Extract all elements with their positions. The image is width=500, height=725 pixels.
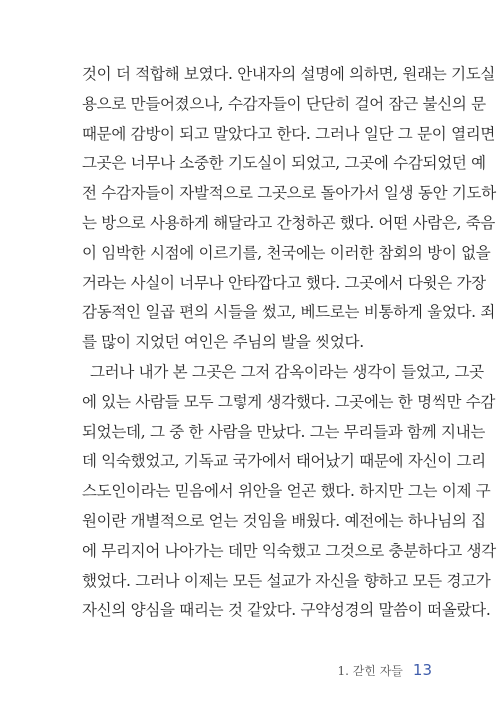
text-line: 전 수감자들이 자발적으로 그곳으로 돌아가서 일생 동안 기도하: [82, 184, 496, 203]
body-text: [82, 60, 496, 626]
text-line: 데 익숙했었고, 기독교 국가에서 태어났기 때문에 자신이 그리: [82, 452, 486, 471]
text-line: 되었는데, 그 중 한 사람을 만났다. 그는 무리들과 함께 지내는: [82, 422, 486, 441]
text-line: 그곳은 너무나 소중한 기도실이 되었고, 그곳에 수감되었던 예: [82, 154, 486, 173]
running-head: 1. 갇힌 자들: [337, 664, 403, 678]
paragraph-start-line: 그러나 내가 본 그곳은 그저 감옥이라는 생각이 들었고, 그곳: [90, 362, 484, 381]
text-line: 때문에 감방이 되고 말았다고 한다. 그러나 일단 그 문이 열리면: [82, 124, 496, 143]
text-line: 거라는 사실이 너무나 안타깝다고 했다. 그곳에서 다윗은 가장: [82, 273, 486, 292]
text-line: 원이란 개별적으로 얻는 것임을 배웠다. 예전에는 하나님의 집: [82, 511, 486, 530]
text-line: 에 있는 사람들 모두 그렇게 생각했다. 그곳에는 한 명씩만 수감: [82, 392, 496, 411]
text-line: 는 방으로 사용하게 해달라고 간청하곤 했다. 어떤 사람은, 죽음: [82, 213, 496, 232]
text-line: 에 무리지어 나아가는 데만 익숙했고 그것으로 충분하다고 생각: [82, 541, 496, 560]
page-footer: [337, 661, 432, 679]
text-line: 것이 더 적합해 보였다. 안내자의 설명에 의하면, 원래는 기도실: [82, 65, 496, 83]
text-line: 자신의 양심을 때리는 것 같았다. 구약성경의 말씀이 떠올랐다.: [82, 601, 491, 620]
text-line: 했었다. 그러나 이제는 모든 설교가 자신을 향하고 모든 경고가: [82, 571, 491, 590]
text-line: 이 임박한 시점에 이르기를, 천국에는 이러한 참회의 방이 없을: [82, 243, 491, 262]
text-line: 스도인이라는 믿음에서 위안을 얻곤 했다. 하지만 그는 이제 구: [82, 482, 491, 501]
text-line: 용으로 만들어졌으나, 수감자들이 단단히 걸어 잠근 불신의 문: [82, 94, 486, 113]
page-number: 13: [412, 661, 432, 679]
text-line: 감동적인 일곱 편의 시들을 썼고, 베드로는 비통하게 울었다. 죄: [82, 303, 496, 322]
paragraph-end-line: 를 많이 지었던 여인은 주님의 발을 씻었다.: [82, 333, 364, 352]
